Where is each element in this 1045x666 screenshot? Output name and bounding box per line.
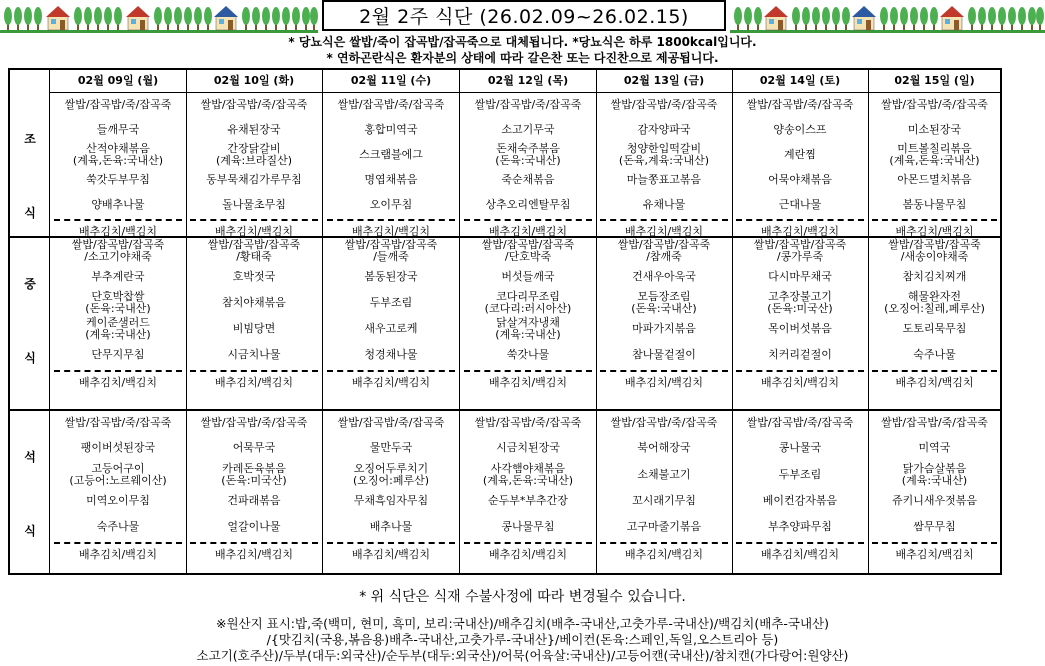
village-decoration-left xyxy=(0,0,318,34)
kimchi-item: 배추김치/백김치 xyxy=(895,376,974,389)
menu-item-line: 해물완자전 xyxy=(907,290,962,303)
menu-item-line: /소고기야채죽 xyxy=(84,249,152,263)
dashed-divider xyxy=(464,370,592,372)
menu-item-line: 카레돈육볶음 xyxy=(222,461,286,475)
menu-item: 콩나물무침 xyxy=(501,520,555,533)
page-title: 2월 2주 식단 (26.02.09~26.02.15) xyxy=(322,0,726,31)
menu-item: 숙주나물 xyxy=(913,348,956,361)
menu-item: 비빔당면 xyxy=(232,322,276,335)
day-header: 02월 15일 (일) xyxy=(868,70,1001,93)
dashed-divider xyxy=(736,370,864,372)
menu-item-line: 쌀밥/잡곡밥/잡곡죽 xyxy=(753,237,847,251)
menu-item-line: (돈육:국내산) xyxy=(631,302,697,315)
menu-item: 팽이버섯된장국 xyxy=(80,441,156,454)
menu-item-line: /황태죽 xyxy=(236,249,272,263)
tree-icon xyxy=(24,7,32,30)
menu-item: 소고기무국 xyxy=(501,122,555,136)
kimchi-item: 배추김치/백김치 xyxy=(624,225,704,238)
dashed-divider xyxy=(872,370,997,372)
menu-item: 부추양파무침 xyxy=(768,520,832,533)
menu-item-line: (계육,돈육:국내산) xyxy=(72,153,164,167)
meal-label-top: 조 xyxy=(24,132,36,146)
day-column xyxy=(186,70,323,575)
tree-icon xyxy=(174,7,182,30)
menu-item-line: 쌀밥/잡곡밥/잡곡죽 xyxy=(71,237,165,251)
staple-item xyxy=(868,237,1001,264)
dashed-divider xyxy=(464,219,592,221)
menu-item-line: 쌀밥/잡곡밥/잡곡죽 xyxy=(888,237,981,251)
dashed-divider xyxy=(327,542,455,544)
day-header: 02월 14일 (토) xyxy=(732,70,868,93)
menu-item: 숙주나물 xyxy=(96,520,140,533)
menu-item: 어묵무국 xyxy=(232,441,276,454)
menu-item: 스크램블에그 xyxy=(359,147,423,161)
menu-item: 돌나물초무침 xyxy=(222,197,286,211)
menu-item: 봄동된장국 xyxy=(364,270,418,283)
tree-icon xyxy=(204,7,212,30)
menu-item-line: 사각햄야채볶음 xyxy=(490,461,566,475)
staple-item xyxy=(50,237,186,264)
tree-icon xyxy=(734,7,742,30)
menu-item: 얼갈이나물 xyxy=(227,520,281,533)
menu-item xyxy=(868,290,1001,316)
menu-item-line: 간장닭갈비 xyxy=(227,142,281,155)
menu-item: 명엽채볶음 xyxy=(364,172,418,186)
menu-item: 다시마무채국 xyxy=(768,270,832,283)
menu-item: 배추나물 xyxy=(369,520,413,533)
menu-item-line: (오징어:칠레,페루산) xyxy=(884,302,985,315)
menu-item-line: (계육:브라질산) xyxy=(215,153,293,167)
menu-item-line: (계육:국내산) xyxy=(901,473,968,487)
menu-item xyxy=(186,142,322,167)
menu-item-line: 청양한입떡갈비 xyxy=(626,142,702,155)
kimchi-item: 배추김치/백김치 xyxy=(78,376,158,389)
menu-item xyxy=(868,142,1001,167)
kimchi-item: 배추김치/백김치 xyxy=(895,548,974,561)
menu-item: 감자양파국 xyxy=(637,122,691,136)
menu-item: 목이버섯볶음 xyxy=(768,322,832,335)
menu-item: 부추계란국 xyxy=(91,270,145,283)
tree-icon xyxy=(84,7,92,30)
notice-diabetic: * 당뇨식은 쌀밥/죽이 잡곡밥/잡곡죽으로 대체됩니다. *당뇨식은 하루 1800kcal입니다. xyxy=(288,35,757,49)
menu-item: 미역오이무침 xyxy=(86,494,150,507)
menu-item-line: 돈채숙주볶음 xyxy=(496,142,560,155)
kimchi-item: 배추김치/백김치 xyxy=(214,225,294,238)
menu-item-line: (고등어:노르웨이산) xyxy=(69,473,167,487)
dashed-divider xyxy=(190,370,318,372)
tree-icon xyxy=(920,7,928,30)
menu-item: 단무지무침 xyxy=(91,348,145,361)
menu-item: 쑥갓두부무침 xyxy=(86,172,150,186)
menu-item: 양배추나물 xyxy=(91,197,145,211)
day-header: 02월 13일 (금) xyxy=(596,70,732,93)
menu-item-line: (오징어:페루산) xyxy=(352,473,430,487)
menu-item: 시금치된장국 xyxy=(496,441,560,454)
menu-item: 참치김치찌개 xyxy=(902,270,967,283)
header xyxy=(0,0,1045,34)
dashed-divider xyxy=(736,542,864,544)
menu-item: 건새우아욱국 xyxy=(632,270,696,283)
menu-item: 버섯들깨국 xyxy=(501,270,555,283)
origin-line: ※원산지 표시:밥,죽(백미, 현미, 흑미, 보리:국내산)/배추김치(배추-국내산,고춧가루-국내산)/백김치(배추-국내산) xyxy=(215,616,830,631)
menu-item-line: (계육,돈육:국내산) xyxy=(482,473,574,487)
tree-icon xyxy=(104,7,112,30)
tree-icon xyxy=(802,7,810,30)
day-column xyxy=(323,70,460,575)
menu-item xyxy=(50,290,186,316)
house-icon xyxy=(126,6,150,30)
menu-item: 쑥갓나물 xyxy=(506,348,550,361)
kimchi-item: 배추김치/백김치 xyxy=(488,225,568,238)
menu-item xyxy=(732,290,868,316)
tree-icon xyxy=(880,7,888,30)
meal-label-top: 중 xyxy=(24,277,36,291)
menu-item-line: /콩가루죽 xyxy=(776,249,824,263)
menu-item: 소채불고기 xyxy=(637,467,691,481)
kimchi-item: 배추김치/백김치 xyxy=(488,548,568,561)
kimchi-item: 배추김치/백김치 xyxy=(760,376,840,389)
menu-item-line: (돈육,계육:국내산) xyxy=(618,153,710,167)
notice-dysphagia: * 연하곤란식은 환자분의 상태에 따라 갈은찬 또는 다진찬으로 제공됩니다. xyxy=(326,51,719,65)
kimchi-item: 배추김치/백김치 xyxy=(760,225,840,238)
menu-item xyxy=(460,316,596,342)
tree-icon xyxy=(262,7,270,30)
tree-icon xyxy=(242,7,250,30)
kimchi-item: 배추김치/백김치 xyxy=(624,376,704,389)
menu-item: 치커리겉절이 xyxy=(768,348,832,361)
menu-item xyxy=(50,316,186,342)
menu-item-line: 고등어구이 xyxy=(91,461,145,475)
menu-item: 미소된장국 xyxy=(907,122,962,136)
menu-item: 베이컨감자볶음 xyxy=(762,494,838,507)
tree-icon xyxy=(754,7,762,30)
menu-item xyxy=(596,142,732,167)
tree-icon xyxy=(310,7,318,30)
menu-item: 근대나물 xyxy=(778,197,822,211)
menu-item: 순두부*부추간장 xyxy=(488,494,568,507)
kimchi-item: 배추김치/백김치 xyxy=(78,548,158,561)
tree-icon xyxy=(900,7,908,30)
tree-icon xyxy=(1028,7,1036,30)
staple-item: 쌀밥/잡곡밥/죽/잡곡죽 xyxy=(881,97,988,111)
tree-icon xyxy=(890,7,898,30)
menu-item-line: /참깨죽 xyxy=(646,249,682,263)
menu-item-line: 코다리무조림 xyxy=(496,290,560,303)
staple-item xyxy=(596,237,732,264)
menu-item: 동부묵채김가루무침 xyxy=(206,172,302,186)
tree-icon xyxy=(282,7,290,30)
staple-item xyxy=(732,237,868,264)
menu-item: 참치야채볶음 xyxy=(222,296,286,309)
menu-table xyxy=(8,68,1002,575)
house-icon xyxy=(214,6,238,30)
tree-icon xyxy=(988,7,996,30)
kimchi-item: 배추김치/백김치 xyxy=(351,548,431,561)
menu-item-line: 모듬장조림 xyxy=(637,290,691,303)
origin-line: /{맛김치(국용,볶음용)배추-국내산,고춧가루-국내산}/베이컨(돈육:스페인,독일,오스트리아 등) xyxy=(266,632,779,647)
dashed-divider xyxy=(327,370,455,372)
menu-item: 양송이스프 xyxy=(773,122,827,136)
village-decoration-right xyxy=(730,0,1045,34)
day-column xyxy=(732,70,869,575)
kimchi-item: 배추김치/백김치 xyxy=(488,376,568,389)
tree-icon xyxy=(302,7,310,30)
menu-item xyxy=(50,142,186,167)
menu-item: 청경채나물 xyxy=(364,348,418,361)
day-column xyxy=(460,70,597,575)
staple-item: 쌀밥/잡곡밥/죽/잡곡죽 xyxy=(610,415,718,429)
menu-item: 두부조림 xyxy=(369,296,413,309)
menu-item: 미역국 xyxy=(918,441,951,454)
staple-item xyxy=(323,237,459,264)
menu-item-line: /새송이야채죽 xyxy=(900,249,969,263)
tree-icon xyxy=(114,7,122,30)
dashed-divider xyxy=(54,370,182,372)
menu-item: 건파래볶음 xyxy=(227,494,281,507)
tree-icon xyxy=(272,7,280,30)
meal-divider xyxy=(10,236,1000,238)
day-header: 02월 12일 (목) xyxy=(460,70,596,93)
menu-item-line: (돈육:미국산) xyxy=(221,473,287,487)
meal-label-bottom: 식 xyxy=(24,351,36,365)
day-column xyxy=(868,70,1002,575)
dashed-divider xyxy=(327,219,455,221)
menu-item-line: 쌀밥/잡곡밥/잡곡죽 xyxy=(344,237,438,251)
origin-line: 소고기(호주산)/두부(대두:외국산)/순두부(대두:외국산)/어묵(어육살:국내산)/고등어캔(국내산)/참치캔(가다랑어:원양산) xyxy=(196,648,849,663)
menu-item: 유채된장국 xyxy=(227,122,281,136)
dashed-divider xyxy=(54,542,182,544)
menu-item-line: 쌀밥/잡곡밥/잡곡죽 xyxy=(617,237,711,251)
tree-icon xyxy=(1008,7,1016,30)
tree-icon xyxy=(94,7,102,30)
dashed-divider xyxy=(190,542,318,544)
tree-icon xyxy=(252,7,260,30)
menu-item-line: (돈육:미국산) xyxy=(767,302,833,315)
tree-icon xyxy=(1036,7,1044,30)
menu-item: 죽순채볶음 xyxy=(501,172,555,186)
tree-icon xyxy=(792,7,800,30)
menu-item-line: 오징어두루치기 xyxy=(353,461,429,475)
menu-item: 봄동나물무침 xyxy=(902,197,967,211)
tree-icon xyxy=(34,7,42,30)
menu-item-line: /단호박죽 xyxy=(504,249,552,263)
tree-icon xyxy=(164,7,172,30)
menu-item-line: 케이준샐러드 xyxy=(86,316,150,329)
tree-icon xyxy=(822,7,830,30)
meal-label-top: 석 xyxy=(24,450,36,464)
kimchi-item: 배추김치/백김치 xyxy=(624,548,704,561)
house-icon xyxy=(46,6,70,30)
dashed-divider xyxy=(600,370,728,372)
dashed-divider xyxy=(600,542,728,544)
menu-item: 쥬키니새우젓볶음 xyxy=(891,494,977,507)
staple-item: 쌀밥/잡곡밥/죽/잡곡죽 xyxy=(64,415,172,429)
staple-item: 쌀밥/잡곡밥/죽/잡곡죽 xyxy=(746,97,854,111)
tree-icon xyxy=(744,7,752,30)
meal-label-bottom: 식 xyxy=(24,206,36,220)
menu-item xyxy=(460,290,596,316)
menu-item: 무채흑임자무침 xyxy=(353,494,429,507)
meal-label-bottom: 식 xyxy=(24,524,36,538)
menu-item-line: 산적야채볶음 xyxy=(86,142,150,155)
kimchi-item: 배추김치/백김치 xyxy=(351,225,431,238)
menu-item: 호박젓국 xyxy=(232,270,276,283)
menu-item: 고구마줄기볶음 xyxy=(626,520,702,533)
menu-item: 어묵야채볶음 xyxy=(768,172,832,186)
staple-item xyxy=(186,237,322,264)
menu-item: 마파가지볶음 xyxy=(632,322,696,335)
menu-item: 오이무침 xyxy=(369,197,413,211)
menu-item: 시금치나물 xyxy=(227,348,281,361)
house-icon xyxy=(764,6,788,30)
menu-item: 북어해장국 xyxy=(637,441,691,454)
tree-icon xyxy=(832,7,840,30)
menu-item: 들깨무국 xyxy=(96,122,140,136)
tree-icon xyxy=(842,7,850,30)
menu-item xyxy=(460,142,596,167)
menu-item: 상추오리엔탈무침 xyxy=(485,197,571,211)
dashed-divider xyxy=(736,219,864,221)
tree-icon xyxy=(14,7,22,30)
menu-item: 꼬시래기무침 xyxy=(632,494,696,507)
menu-item-line: 쌀밥/잡곡밥/잡곡죽 xyxy=(481,237,575,251)
menu-item xyxy=(50,461,186,488)
kimchi-item: 배추김치/백김치 xyxy=(760,548,840,561)
tree-icon xyxy=(968,7,976,30)
kimchi-item: 배추김치/백김치 xyxy=(351,376,431,389)
footer-note: * 위 식단은 식재 수불사정에 따라 변경될수 있습니다. xyxy=(359,589,686,605)
staple-item: 쌀밥/잡곡밥/죽/잡곡죽 xyxy=(610,97,718,111)
tree-icon xyxy=(184,7,192,30)
tree-icon xyxy=(194,7,202,30)
menu-item-line: 고추장불고기 xyxy=(768,290,832,303)
tree-icon xyxy=(4,7,12,30)
menu-item: 참나물겉절이 xyxy=(632,348,696,361)
menu-item xyxy=(460,461,596,488)
tree-icon xyxy=(998,7,1006,30)
menu-item: 홍합미역국 xyxy=(364,122,418,136)
dashed-divider xyxy=(872,542,997,544)
tree-icon xyxy=(292,7,300,30)
staple-item: 쌀밥/잡곡밥/죽/잡곡죽 xyxy=(746,415,854,429)
menu-item-line: (계육:국내산) xyxy=(495,328,561,341)
day-header: 02월 10일 (화) xyxy=(186,70,322,93)
tree-icon xyxy=(910,7,918,30)
day-header: 02월 11일 (수) xyxy=(323,70,459,93)
menu-item: 쌈무무침 xyxy=(913,520,956,533)
menu-item-line: 닭가슴살볶음 xyxy=(902,461,967,475)
kimchi-item: 배추김치/백김치 xyxy=(214,376,294,389)
kimchi-item: 배추김치/백김치 xyxy=(214,548,294,561)
menu-item-line: (계육:국내산) xyxy=(85,328,151,341)
menu-item-line: (계육,돈육:국내산) xyxy=(889,153,980,167)
staple-item xyxy=(460,237,596,264)
house-icon xyxy=(940,6,964,30)
dashed-divider xyxy=(872,219,997,221)
menu-item: 물만두국 xyxy=(369,441,413,454)
menu-item-line: 미트볼칠리볶음 xyxy=(897,142,972,155)
menu-item: 마늘쫑표고볶음 xyxy=(626,172,702,186)
staple-item: 쌀밥/잡곡밥/죽/잡곡죽 xyxy=(474,415,582,429)
menu-item: 계란찜 xyxy=(784,147,816,161)
menu-item: 유채나물 xyxy=(642,197,686,211)
tree-icon xyxy=(1018,7,1026,30)
menu-item-line: /들깨죽 xyxy=(373,249,409,263)
menu-item-line: (코다리:러시아산) xyxy=(484,302,572,315)
kimchi-item: 배추김치/백김치 xyxy=(895,225,974,238)
menu-item: 새우고로케 xyxy=(364,322,418,335)
staple-item: 쌀밥/잡곡밥/죽/잡곡죽 xyxy=(474,97,582,111)
menu-item: 콩나물국 xyxy=(778,441,822,454)
menu-item-line: (돈육:국내산) xyxy=(495,153,561,167)
menu-item-line: (돈육:국내산) xyxy=(85,302,151,315)
day-header: 02월 09일 (월) xyxy=(50,70,186,93)
staple-item: 쌀밥/잡곡밥/죽/잡곡죽 xyxy=(200,415,308,429)
house-icon xyxy=(852,6,876,30)
menu-item-line: 단호박찹쌀 xyxy=(91,290,145,303)
kimchi-item: 배추김치/백김치 xyxy=(78,225,158,238)
staple-item: 쌀밥/잡곡밥/죽/잡곡죽 xyxy=(337,415,445,429)
dashed-divider xyxy=(600,219,728,221)
menu-item: 두부조림 xyxy=(778,467,822,481)
tree-icon xyxy=(812,7,820,30)
menu-item-line: 쌀밥/잡곡밥/잡곡죽 xyxy=(207,237,301,251)
meal-divider xyxy=(10,409,1000,411)
meal-label-column xyxy=(10,70,50,575)
tree-icon xyxy=(154,7,162,30)
tree-icon xyxy=(930,7,938,30)
tree-icon xyxy=(74,7,82,30)
staple-item: 쌀밥/잡곡밥/죽/잡곡죽 xyxy=(881,415,988,429)
menu-item xyxy=(596,290,732,316)
day-column xyxy=(596,70,733,575)
tree-icon xyxy=(978,7,986,30)
staple-item: 쌀밥/잡곡밥/죽/잡곡죽 xyxy=(64,97,172,111)
dashed-divider xyxy=(464,542,592,544)
menu-item xyxy=(868,461,1001,488)
menu-item xyxy=(323,461,459,488)
staple-item: 쌀밥/잡곡밥/죽/잡곡죽 xyxy=(337,97,445,111)
day-column xyxy=(50,70,187,575)
dashed-divider xyxy=(54,219,182,221)
dashed-divider xyxy=(190,219,318,221)
menu-item xyxy=(186,461,322,488)
menu-item: 아몬드멸치볶음 xyxy=(897,172,972,186)
menu-item: 도토리묵무침 xyxy=(902,322,967,335)
staple-item: 쌀밥/잡곡밥/죽/잡곡죽 xyxy=(200,97,308,111)
menu-item-line: 닭살겨자냉채 xyxy=(496,316,560,329)
